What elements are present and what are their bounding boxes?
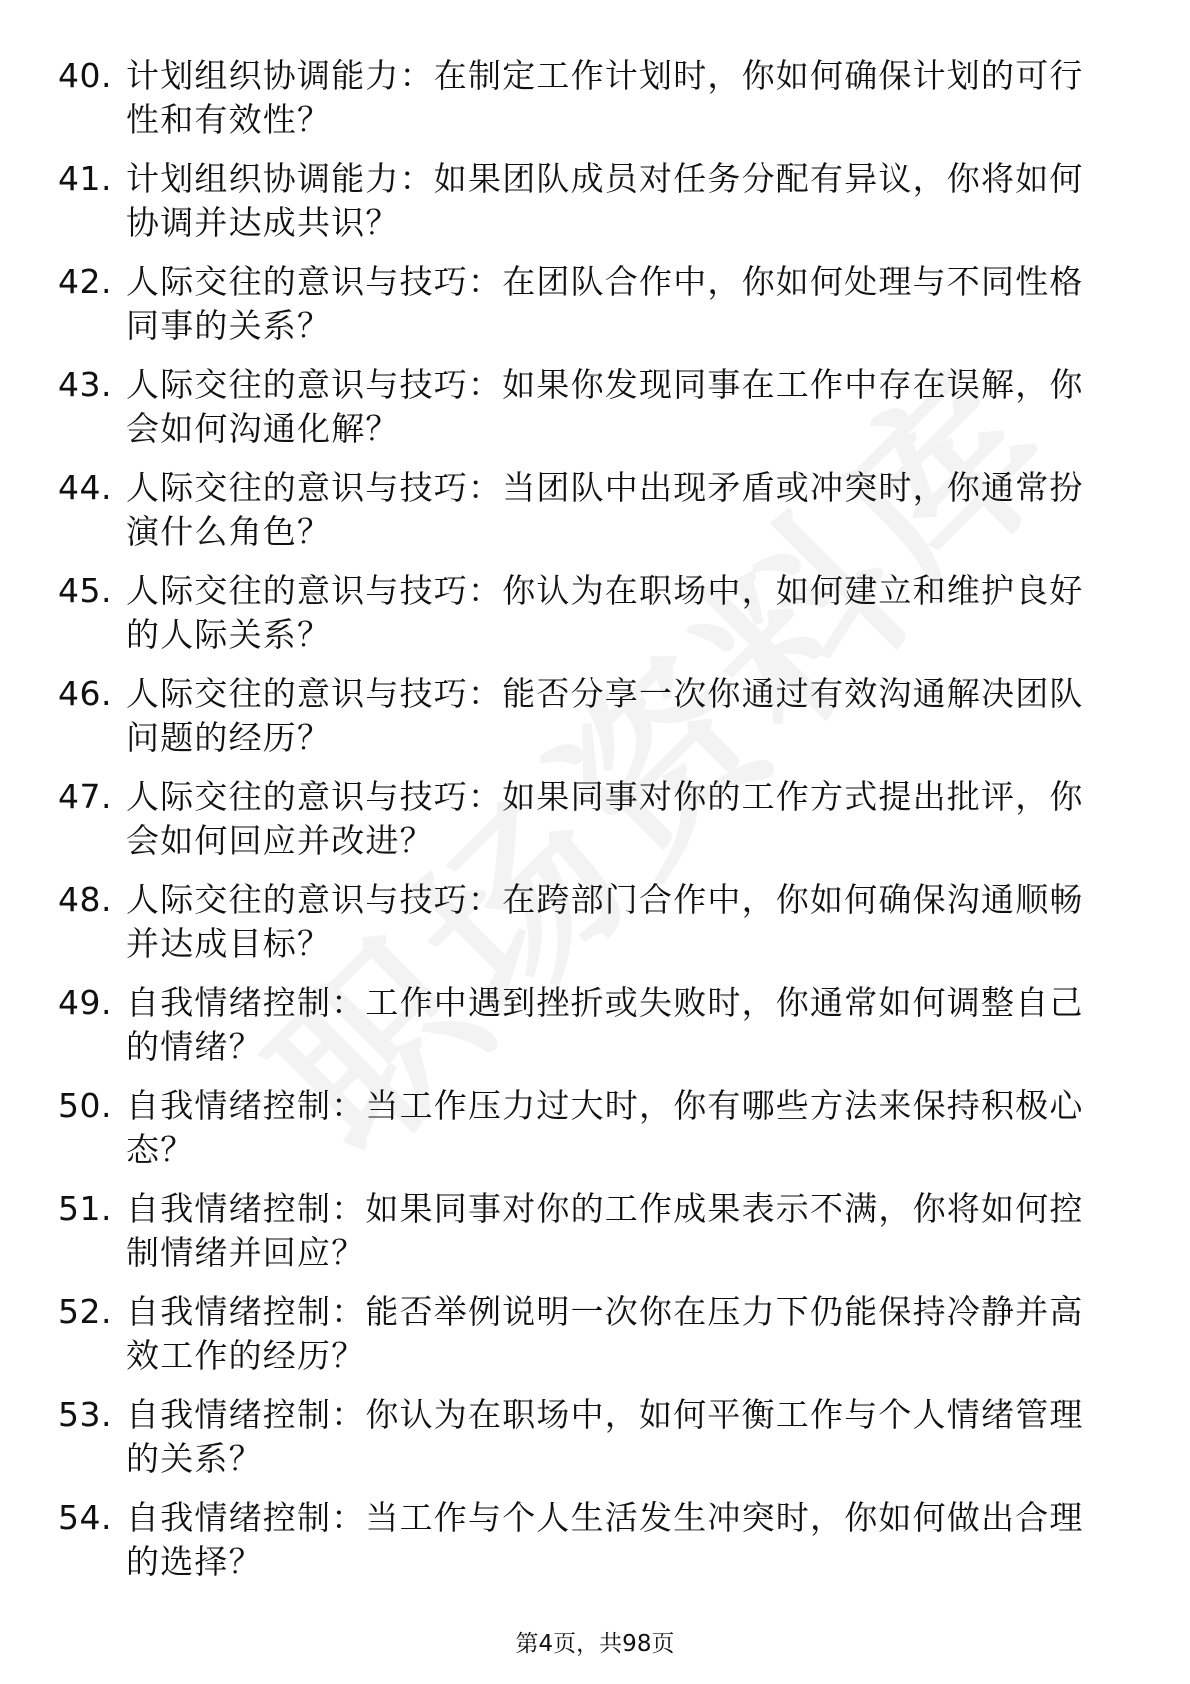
question-number: 47. <box>58 777 112 816</box>
question-item <box>58 1496 1108 1599</box>
question-list <box>58 54 1108 1599</box>
question-text: 自我情绪控制：如果同事对你的工作成果表示不满，你将如何控制情绪并回应？ <box>126 1189 1084 1272</box>
question-item <box>58 981 1108 1084</box>
question-text: 人际交往的意识与技巧：能否分享一次你通过有效沟通解决团队问题的经历？ <box>126 674 1084 757</box>
question-text: 人际交往的意识与技巧：你认为在职场中，如何建立和维护良好的人际关系？ <box>126 571 1084 654</box>
question-item <box>58 466 1108 569</box>
question-number: 46. <box>58 674 112 713</box>
question-number: 50. <box>58 1086 112 1125</box>
question-text: 人际交往的意识与技巧：如果同事对你的工作方式提出批评，你会如何回应并改进？ <box>126 777 1084 860</box>
question-text: 计划组织协调能力：如果团队成员对任务分配有异议，你将如何协调并达成共识？ <box>126 159 1084 242</box>
question-item <box>58 54 1108 157</box>
question-number: 43. <box>58 365 112 404</box>
question-number: 41. <box>58 159 112 198</box>
question-number: 40. <box>58 56 112 95</box>
question-item <box>58 363 1108 466</box>
question-item <box>58 1393 1108 1496</box>
question-item <box>58 672 1108 775</box>
question-text: 自我情绪控制：能否举例说明一次你在压力下仍能保持冷静并高效工作的经历？ <box>126 1292 1084 1375</box>
question-text: 人际交往的意识与技巧：当团队中出现矛盾或冲突时，你通常扮演什么角色？ <box>126 468 1084 551</box>
question-text: 人际交往的意识与技巧：在跨部门合作中，你如何确保沟通顺畅并达成目标？ <box>126 880 1084 963</box>
question-number: 54. <box>58 1498 112 1537</box>
question-number: 49. <box>58 983 112 1022</box>
question-text: 自我情绪控制：当工作压力过大时，你有哪些方法来保持积极心态？ <box>126 1086 1084 1169</box>
question-number: 44. <box>58 468 112 507</box>
question-item <box>58 1187 1108 1290</box>
question-item <box>58 1084 1108 1187</box>
question-item <box>58 260 1108 363</box>
question-number: 48. <box>58 880 112 919</box>
question-text: 自我情绪控制：你认为在职场中，如何平衡工作与个人情绪管理的关系？ <box>126 1395 1084 1478</box>
question-text: 自我情绪控制：工作中遇到挫折或失败时，你通常如何调整自己的情绪？ <box>126 983 1084 1066</box>
question-text: 自我情绪控制：当工作与个人生活发生冲突时，你如何做出合理的选择？ <box>126 1498 1084 1581</box>
question-item <box>58 569 1108 672</box>
question-text: 计划组织协调能力：在制定工作计划时，你如何确保计划的可行性和有效性？ <box>126 56 1084 139</box>
question-item <box>58 1290 1108 1393</box>
question-number: 42. <box>58 262 112 301</box>
question-number: 51. <box>58 1189 112 1228</box>
question-item <box>58 878 1108 981</box>
page-footer: 第4页，共98页 <box>515 1631 675 1657</box>
question-number: 52. <box>58 1292 112 1331</box>
question-number: 53. <box>58 1395 112 1434</box>
question-text: 人际交往的意识与技巧：在团队合作中，你如何处理与不同性格同事的关系？ <box>126 262 1084 345</box>
question-item <box>58 157 1108 260</box>
question-item <box>58 775 1108 878</box>
question-text: 人际交往的意识与技巧：如果你发现同事在工作中存在误解，你会如何沟通化解？ <box>126 365 1084 448</box>
question-number: 45. <box>58 571 112 610</box>
